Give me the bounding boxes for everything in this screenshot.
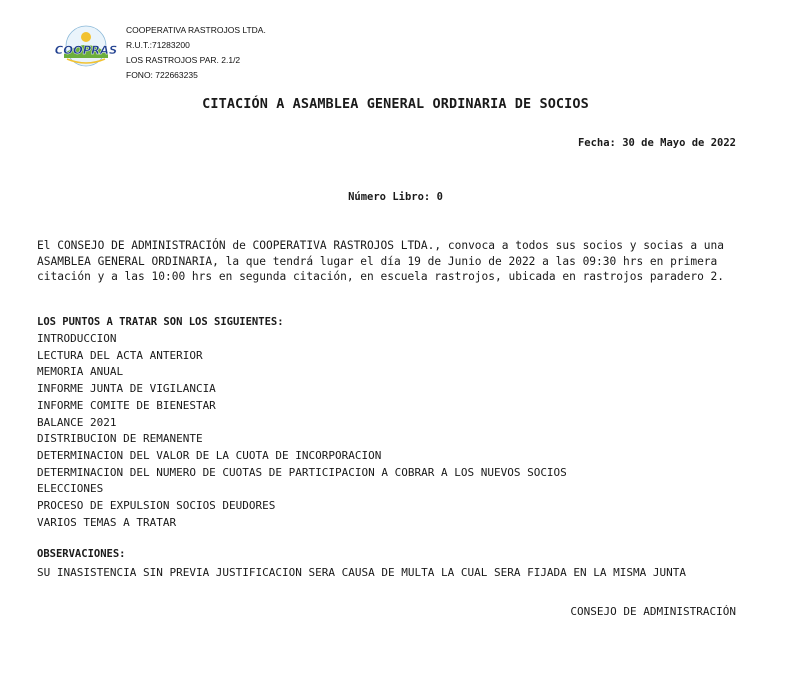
signature: CONSEJO DE ADMINISTRACIÓN	[570, 605, 736, 618]
agenda-item: MEMORIA ANUAL	[37, 365, 124, 379]
coopras-logo	[50, 24, 122, 68]
org-address: LOS RASTROJOS PAR. 2.1/2	[126, 55, 241, 65]
book-number: Número Libro: 0	[348, 191, 443, 203]
agenda-item: INFORME COMITE DE BIENESTAR	[37, 398, 216, 412]
agenda-item: INFORME JUNTA DE VIGILANCIA	[37, 382, 216, 396]
org-phone: FONO: 722663235	[126, 70, 198, 80]
observations-heading: OBSERVACIONES:	[37, 548, 126, 560]
organization-info	[126, 23, 266, 83]
document-title: CITACIÓN A ASAMBLEA GENERAL ORDINARIA DE SOCIOS	[202, 96, 589, 112]
agenda-item: ELECCIONES	[37, 482, 104, 496]
agenda-item: VARIOS TEMAS A TRATAR	[37, 515, 177, 529]
logo-text: COOPRAS	[54, 43, 118, 57]
intro-paragraph: El CONSEJO DE ADMINISTRACIÓN de COOPERATIVA RASTROJOS LTDA., convoca a todos sus socios y socias a una ASAMBLEA GENERAL ORDINARIA, la que tendrá lugar el día 19 de Junio de 2022 a las 09:30 hrs en primera citación y a las 10:00 hrs en segunda citación, en escuela rastrojos, ubicada en rastrojos paradero 2.	[37, 239, 725, 283]
agenda-item: LECTURA DEL ACTA ANTERIOR	[37, 348, 203, 362]
agenda-heading: LOS PUNTOS A TRATAR SON LOS SIGUIENTES:	[37, 316, 284, 328]
observations-text: SU INASISTENCIA SIN PREVIA JUSTIFICACION SERA CAUSA DE MULTA LA CUAL SERA FIJADA EN LA MISMA JUNTA	[37, 566, 687, 579]
org-rut: R.U.T.:71283200	[126, 40, 190, 50]
org-name: COOPERATIVA RASTROJOS LTDA.	[126, 25, 266, 35]
agenda-item: DISTRIBUCION DE REMANENTE	[37, 432, 203, 446]
agenda-item: DETERMINACION DEL NUMERO DE CUOTAS DE PARTICIPACION A COBRAR A LOS NUEVOS SOCIOS	[37, 465, 567, 479]
agenda-item: DETERMINACION DEL VALOR DE LA CUOTA DE INCORPORACION	[37, 448, 382, 462]
document-date: Fecha: 30 de Mayo de 2022	[577, 137, 736, 149]
agenda-list	[37, 331, 567, 531]
agenda-item: BALANCE 2021	[37, 415, 117, 429]
agenda-item: INTRODUCCION	[37, 332, 117, 345]
agenda-item: PROCESO DE EXPULSION SOCIOS DEUDORES	[37, 499, 276, 513]
